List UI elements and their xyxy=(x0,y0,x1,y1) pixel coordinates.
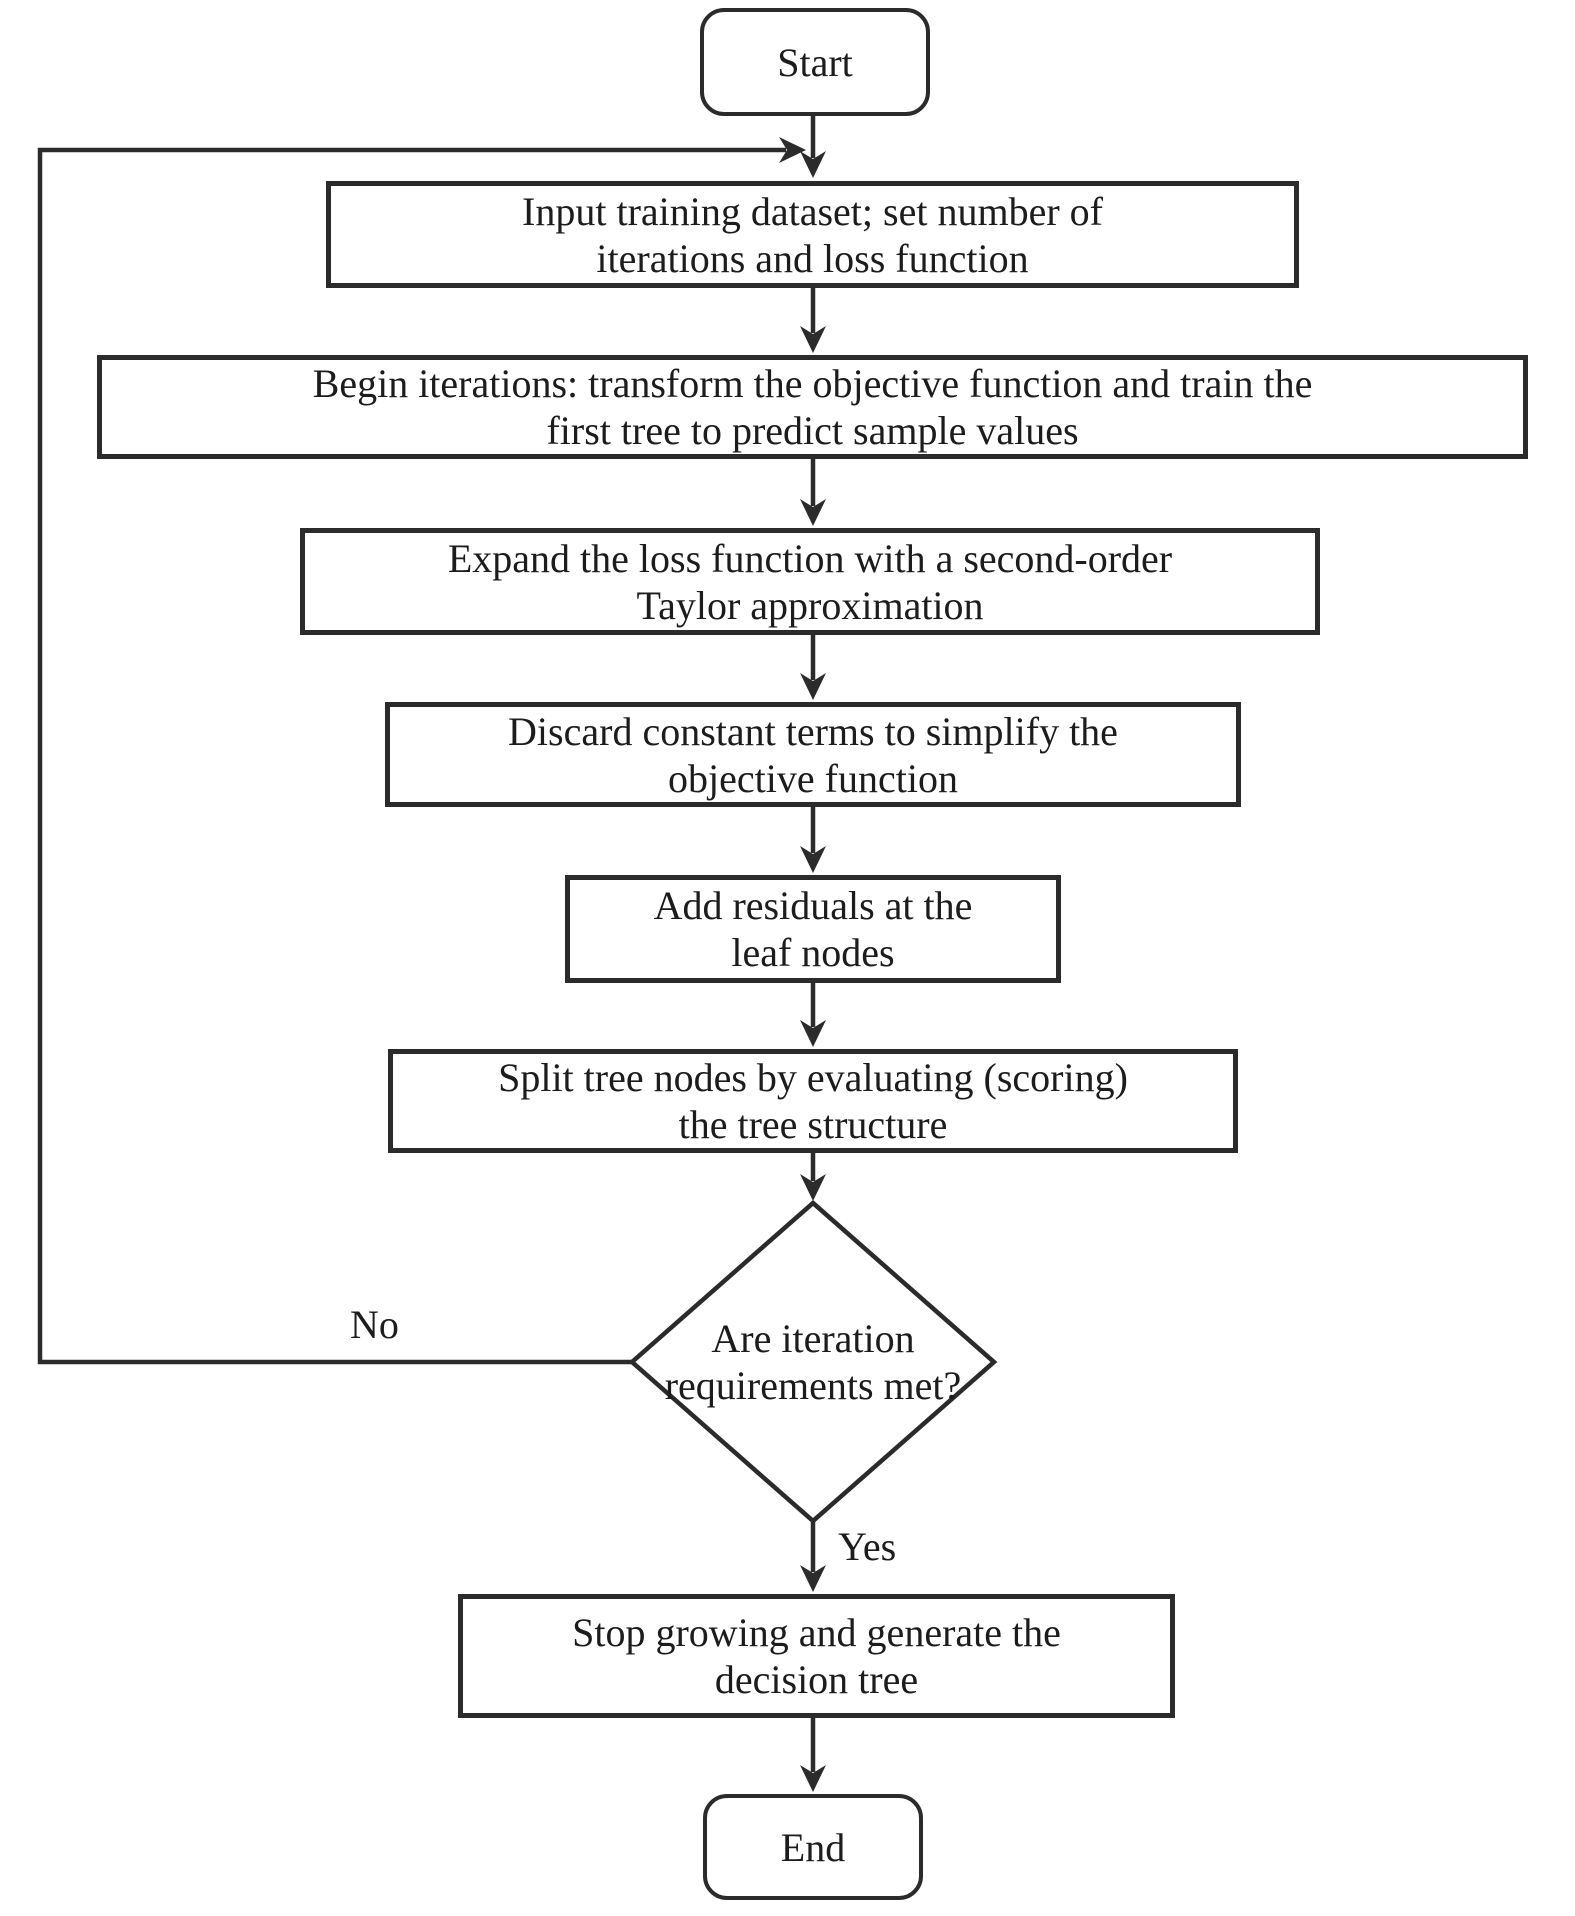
node-label-line: decision tree xyxy=(714,1657,919,1702)
node-label-line: Add residuals at the xyxy=(653,883,973,928)
node-label-line: Expand the loss function with a second-order xyxy=(447,535,1173,581)
node-label-line: first tree to predict sample values xyxy=(546,408,1079,453)
node-decision-label xyxy=(632,1203,994,1521)
edge-label-yes: Yes xyxy=(838,1524,897,1569)
node-label-line: Split tree nodes by evaluating (scoring) xyxy=(498,1055,1128,1100)
node-label-line: Discard constant terms to simplify the xyxy=(508,708,1118,754)
node-label-line: Stop growing and generate the xyxy=(572,1610,1061,1655)
node-start-label: Start xyxy=(777,39,853,85)
node-expand-loss xyxy=(300,528,1320,635)
node-label-line: leaf nodes xyxy=(731,930,895,975)
node-input-dataset xyxy=(326,181,1299,288)
node-stop-growing xyxy=(458,1594,1175,1718)
node-end xyxy=(703,1794,923,1900)
node-start xyxy=(700,8,930,116)
node-label-line: the tree structure xyxy=(678,1102,948,1147)
node-add-residuals xyxy=(565,875,1061,983)
node-label-line: requirements met? xyxy=(664,1363,962,1408)
node-split-nodes xyxy=(388,1049,1238,1153)
node-label-line: Taylor approximation xyxy=(636,582,984,628)
node-end-label: End xyxy=(780,1824,846,1870)
node-label-line: iterations and loss function xyxy=(596,235,1029,281)
node-label-line: Begin iterations: transform the objective function and train the xyxy=(312,361,1313,406)
edge-label-no: No xyxy=(350,1302,399,1347)
node-label-line: Input training dataset; set number of xyxy=(522,188,1103,234)
node-discard-terms xyxy=(385,702,1241,807)
node-label-line: Are iteration xyxy=(711,1316,915,1361)
node-begin-iterations xyxy=(97,355,1528,459)
node-label-line: objective function xyxy=(668,755,958,801)
